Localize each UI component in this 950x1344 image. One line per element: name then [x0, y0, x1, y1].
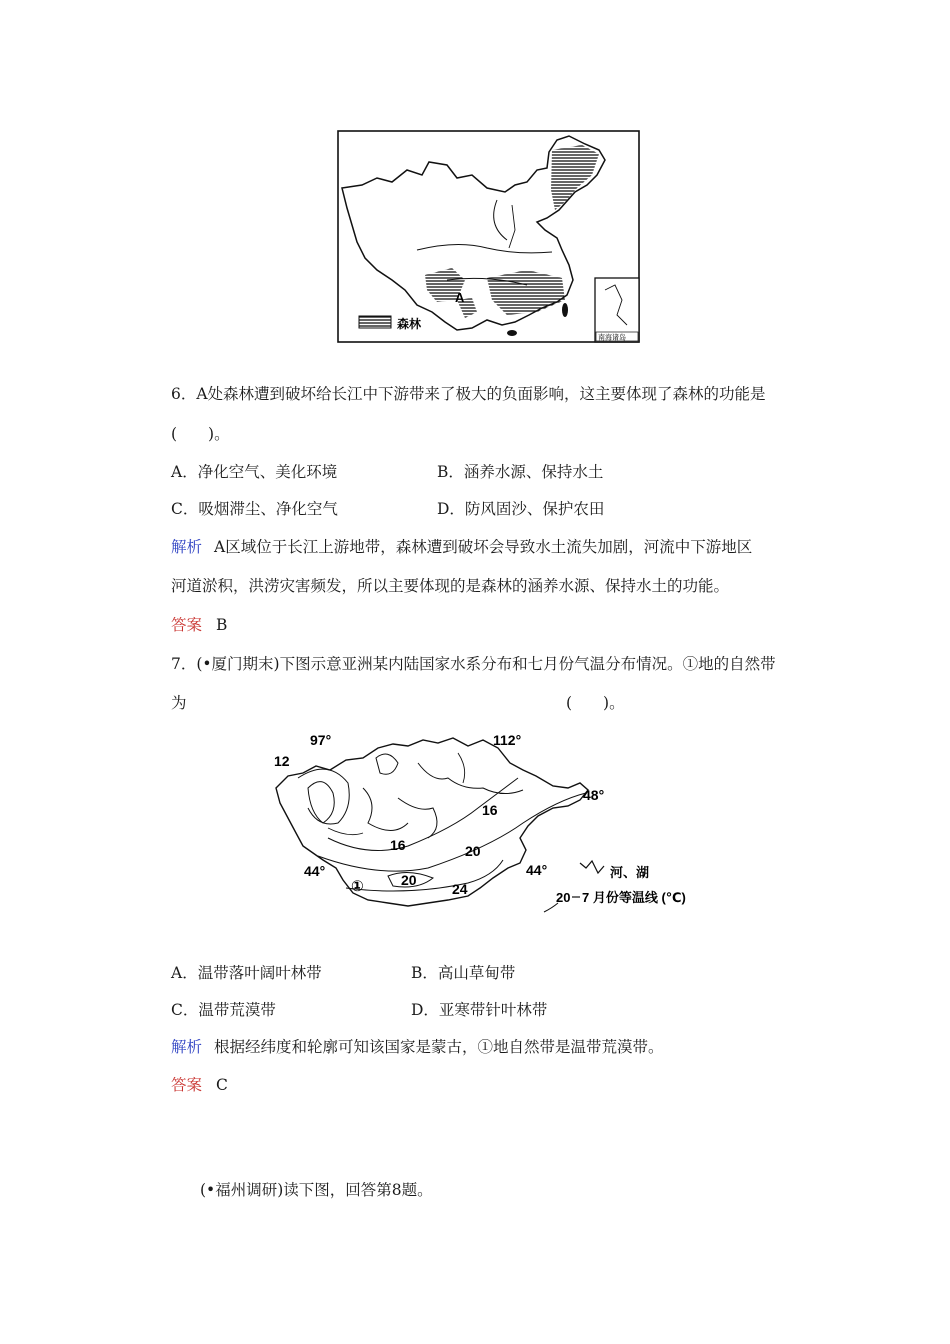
q7-option-c: C．温带荒漠带	[171, 1001, 276, 1019]
legend-iso-value: 20	[556, 890, 571, 905]
legend-forest-label: 森林	[397, 317, 422, 331]
q6-analysis-text1: A区域位于长江上游地带，森林遭到破坏会导致水土流失加剧，河流中下游地区	[214, 538, 753, 556]
label-lon97: 97°	[310, 732, 332, 748]
q7-analysis-text: 根据经纬度和轮廓可知该国家是蒙古，①地自然带是温带荒漠带。	[214, 1038, 664, 1056]
q7-stem: 7．(•厦门期末)下图示意亚洲某内陆国家水系分布和七月份气温分布情况。①地的自然带	[171, 655, 776, 673]
q6-analysis-line1	[171, 536, 752, 558]
label-point1: ①	[351, 878, 364, 895]
label-lon112: 112°	[493, 732, 522, 748]
label-iso16-west: 16	[390, 837, 406, 853]
q6-option-d: D．防风固沙、保护农田	[437, 500, 605, 518]
q7-answer-label: 答案	[171, 1076, 203, 1094]
q7-option-a: A．温带落叶阔叶林带	[171, 964, 322, 982]
label-lat48: 48°	[583, 787, 605, 803]
q6-analysis-label: 解析	[171, 538, 203, 556]
q6-answer-label: 答案	[171, 616, 203, 634]
q7-analysis-label: 解析	[171, 1038, 203, 1056]
q8-intro: (•福州调研)读下图，回答第8题。	[200, 1181, 433, 1199]
q7-blank: ( )。	[566, 694, 625, 712]
label-iso20-center: 20	[401, 872, 417, 888]
label-iso24: 24	[452, 881, 468, 897]
label-iso16-east: 16	[482, 802, 498, 818]
q6-option-b: B．涵养水源、保持水土	[437, 463, 604, 481]
legend-isotherm-text: 7 月份等温线 (℃)	[582, 890, 686, 905]
q7-analysis-line	[171, 1036, 664, 1058]
q6-stem: 6．A处森林遭到破坏给长江中下游带来了极大的负面影响，这主要体现了森林的功能是	[171, 385, 766, 403]
label-iso12: 12	[274, 753, 290, 769]
q7-stem2: 为	[171, 694, 187, 712]
label-lat44-east: 44°	[526, 862, 548, 878]
q7-answer-value: C	[216, 1076, 228, 1094]
label-lat44-west: 44°	[304, 863, 326, 879]
q6-option-a: A．净化空气、美化环境	[171, 463, 338, 481]
mongolia-outline	[276, 738, 588, 906]
inset-label: 南海诸岛	[598, 334, 626, 342]
q6-blank: ( )。	[171, 425, 230, 443]
china-forest-map	[337, 130, 640, 343]
q7-answer-line	[171, 1074, 228, 1096]
q7-option-d: D．亚寒带针叶林带	[411, 1001, 548, 1019]
q6-answer-value: B	[216, 616, 228, 634]
q6-analysis-line2: 河道淤积，洪涝灾害频发，所以主要体现的是森林的涵养水源、保持水土的功能。	[171, 577, 730, 595]
mongolia-isotherm-map	[268, 728, 718, 913]
q6-answer-line	[171, 614, 227, 636]
legend-river-lake: 河、湖	[610, 865, 650, 880]
point-a-label: A	[455, 290, 465, 305]
q7-option-b: B．高山草甸带	[411, 964, 516, 982]
q6-option-c: C．吸烟滞尘、净化空气	[171, 500, 338, 518]
label-iso20-east: 20	[465, 843, 481, 859]
